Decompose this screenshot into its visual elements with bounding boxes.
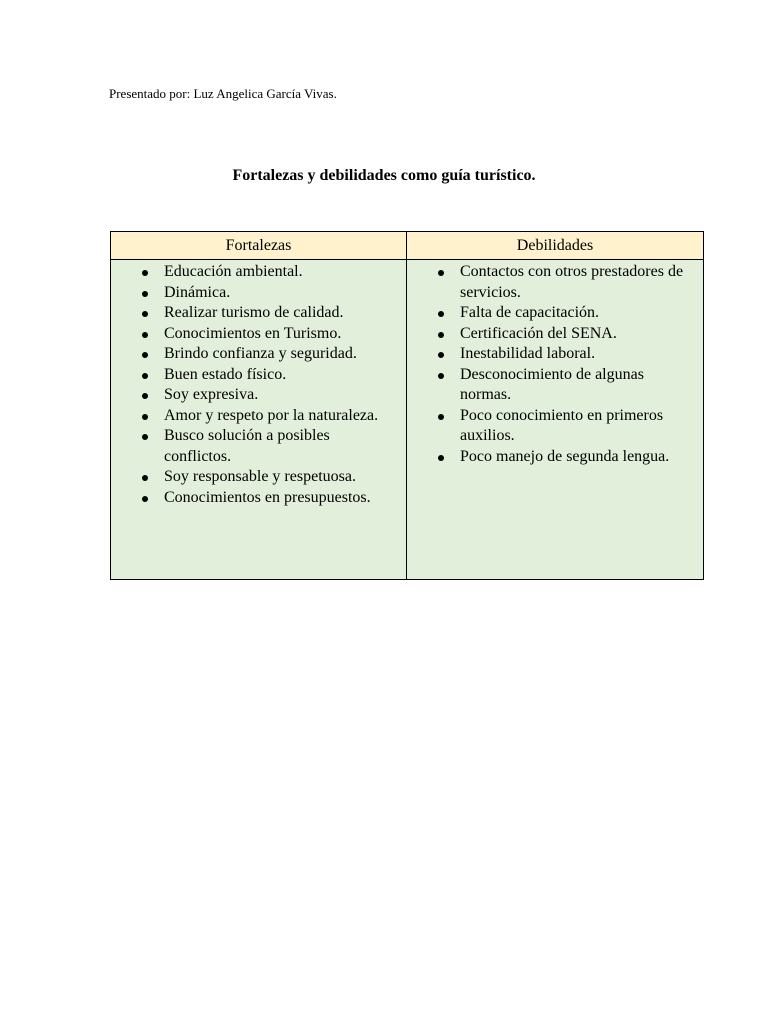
table-body-row — [111, 260, 704, 580]
list-item: Inestabilidad laboral. — [407, 344, 703, 365]
weaknesses-cell — [407, 260, 704, 580]
list-item: Dinámica. — [111, 283, 406, 304]
list-item: Conocimientos en presupuestos. — [111, 488, 406, 509]
list-item: Amor y respeto por la naturaleza. — [111, 406, 406, 427]
strengths-cell — [111, 260, 407, 580]
list-item: Realizar turismo de calidad. — [111, 303, 406, 324]
list-item: Buen estado físico. — [111, 365, 406, 386]
list-item: Contactos con otros prestadores de servicios. — [407, 262, 703, 303]
weaknesses-list — [407, 260, 703, 467]
list-item: Falta de capacitación. — [407, 303, 703, 324]
weaknesses-header: Debilidades — [407, 232, 704, 260]
list-item: Soy expresiva. — [111, 385, 406, 406]
strengths-weaknesses-table — [110, 231, 704, 580]
list-item: Soy responsable y respetuosa. — [111, 467, 406, 488]
list-item: Desconocimiento de algunas normas. — [407, 365, 703, 406]
document-title: Fortalezas y debilidades como guía turístico. — [232, 167, 536, 184]
list-item: Certificación del SENA. — [407, 324, 703, 345]
list-item: Brindo confianza y seguridad. — [111, 344, 406, 365]
strengths-header: Fortalezas — [111, 232, 407, 260]
strengths-list — [111, 260, 406, 508]
table-header-row — [111, 232, 704, 260]
list-item: Busco solución a posibles conflictos. — [111, 426, 406, 467]
list-item: Poco conocimiento en primeros auxilios. — [407, 406, 703, 447]
list-item: Conocimientos en Turismo. — [111, 324, 406, 345]
list-item: Educación ambiental. — [111, 262, 406, 283]
presenter-line: Presentado por: Luz Angelica García Vivas. — [109, 86, 337, 101]
list-item: Poco manejo de segunda lengua. — [407, 447, 703, 468]
